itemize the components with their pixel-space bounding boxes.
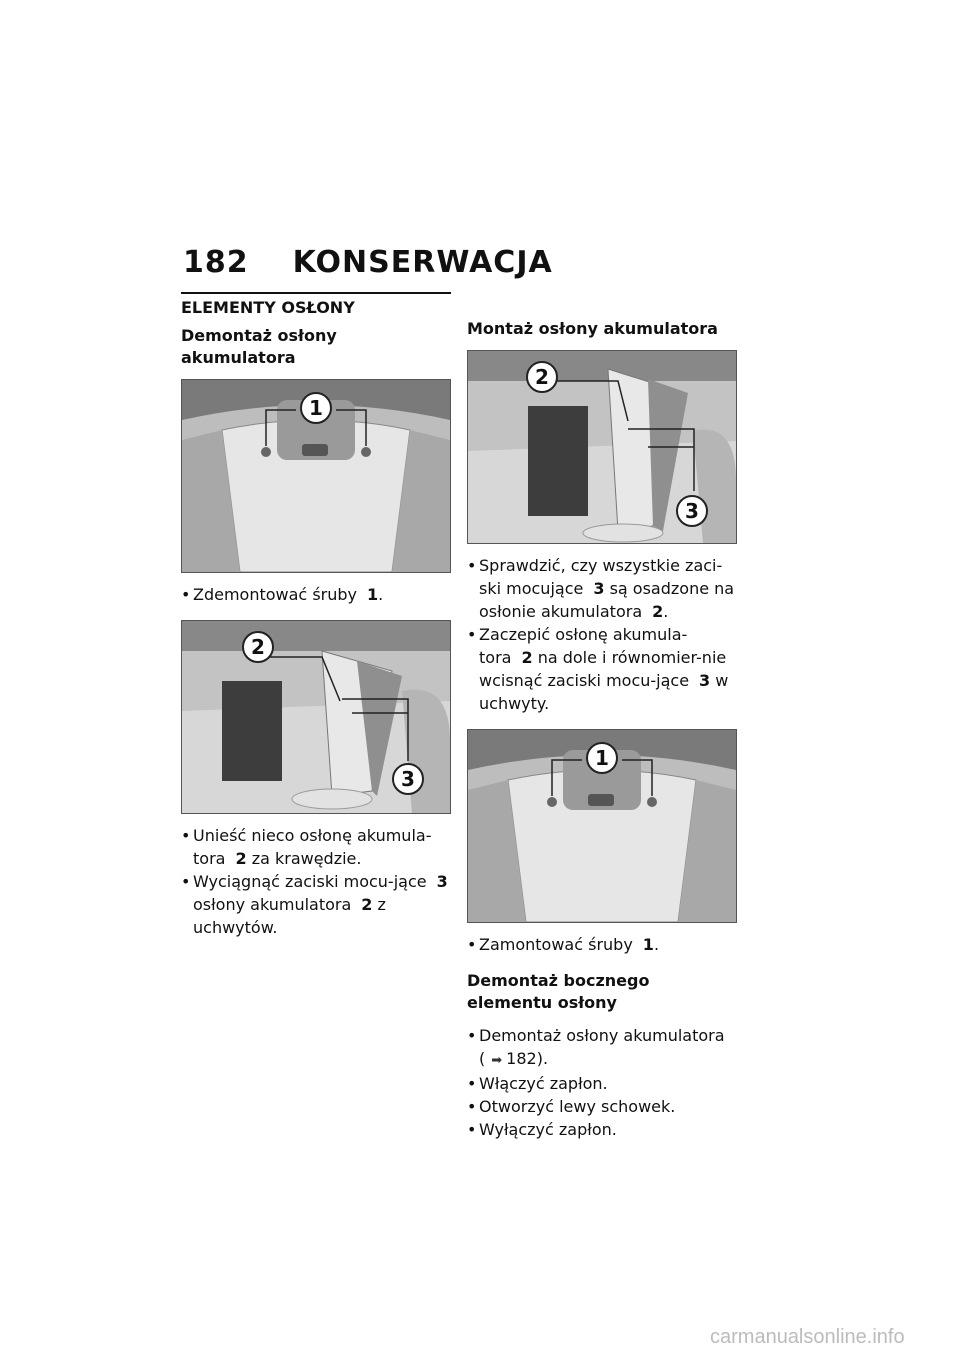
step-end: . xyxy=(378,585,384,604)
step-text: Zaczepić osłonę akumula-tora xyxy=(479,625,688,667)
step-item xyxy=(467,554,737,623)
step-text: Sprawdzić, czy wszystkie zaci-ski mocujące xyxy=(479,556,723,598)
figure-screws-install-drawing xyxy=(468,730,736,922)
step-item xyxy=(467,623,737,715)
step-end: . xyxy=(653,935,660,954)
figure-callout: 2 xyxy=(535,365,549,389)
subtitle-installation: Montaż osłony akumulatora xyxy=(467,319,718,338)
ref-number: 1 xyxy=(367,585,379,604)
step-list xyxy=(181,824,451,939)
figure-callout: 1 xyxy=(309,396,323,420)
step-item xyxy=(467,933,737,956)
ref-number: 2 xyxy=(521,648,533,667)
step-tail: w uchwyty. xyxy=(479,671,729,713)
page-reference-arrow-icon: ➡ xyxy=(491,1053,503,1068)
step-list xyxy=(467,933,737,956)
figure-screws xyxy=(181,379,451,573)
watermark: carmanualsonline.info xyxy=(710,1326,905,1348)
step-mid: na dole i równomier-nie wcisnąć zaciski mocu-jące xyxy=(479,648,727,690)
left-column xyxy=(181,292,451,953)
section-rule xyxy=(181,292,451,294)
ref-number: 3 xyxy=(593,579,605,598)
step-list xyxy=(467,554,737,715)
subtitle-side-panel: Demontaż bocznego elementu osłony xyxy=(467,971,650,1012)
ref-number: 3 xyxy=(699,671,711,690)
step-end: . xyxy=(663,602,669,621)
step-item xyxy=(181,824,451,870)
step-text: Wyciągnąć zaciski mocu-jące xyxy=(193,872,427,891)
figure-cover-lift xyxy=(181,620,451,814)
page-header xyxy=(183,240,553,284)
step-list xyxy=(467,1024,737,1141)
ref-number: 1 xyxy=(642,935,654,954)
step-text: Zdemontować śruby xyxy=(193,585,357,604)
figure-callout: 2 xyxy=(251,635,265,659)
figure-callout: 1 xyxy=(595,746,609,770)
figure-cover-lift-drawing xyxy=(182,621,450,813)
step-list xyxy=(181,583,451,606)
chapter-title: KONSERWACJA xyxy=(292,244,553,280)
ref-number: 2 xyxy=(235,849,247,868)
page-reference[interactable]: 182). xyxy=(506,1049,549,1068)
figure-callout: 3 xyxy=(685,499,699,523)
figure-callout: 3 xyxy=(401,767,415,791)
subtitle-removal: Demontaż osłony akumulatora xyxy=(181,326,337,367)
step-item xyxy=(467,1095,737,1118)
figure-clips xyxy=(467,350,737,544)
right-column xyxy=(467,292,737,1155)
step-item xyxy=(467,1072,737,1095)
figure-clips-drawing xyxy=(468,351,736,543)
step-item xyxy=(467,1118,737,1141)
step-mid: osłony akumulatora xyxy=(193,895,352,914)
step-text: Unieść nieco osłonę akumula-tora xyxy=(193,826,432,868)
figure-screws-install xyxy=(467,729,737,923)
step-text: Demontaż osłony akumulatora xyxy=(479,1026,725,1045)
step-text: Wyłączyć zapłon. xyxy=(479,1120,617,1139)
figure-screws-drawing xyxy=(182,380,450,572)
step-mid: są osadzone na osłonie akumulatora xyxy=(479,579,735,621)
ref-number: 2 xyxy=(361,895,373,914)
step-text: Zamontować śruby xyxy=(479,935,633,954)
step-item xyxy=(181,583,451,606)
step-text: Otworzyć lewy schowek. xyxy=(479,1097,676,1116)
section-title: ELEMENTY OSŁONY xyxy=(181,298,355,317)
step-tail: z uchwytów. xyxy=(193,895,386,937)
step-tail: za krawędzie. xyxy=(251,849,362,868)
ref-number: 3 xyxy=(436,872,448,891)
ref-number: 2 xyxy=(652,602,664,621)
step-text: Włączyć zapłon. xyxy=(479,1074,608,1093)
page-number: 182 xyxy=(183,244,249,280)
step-item: • Demontaż osłony akumulatora ( ➡ 182). xyxy=(467,1024,737,1072)
step-item xyxy=(181,870,451,939)
